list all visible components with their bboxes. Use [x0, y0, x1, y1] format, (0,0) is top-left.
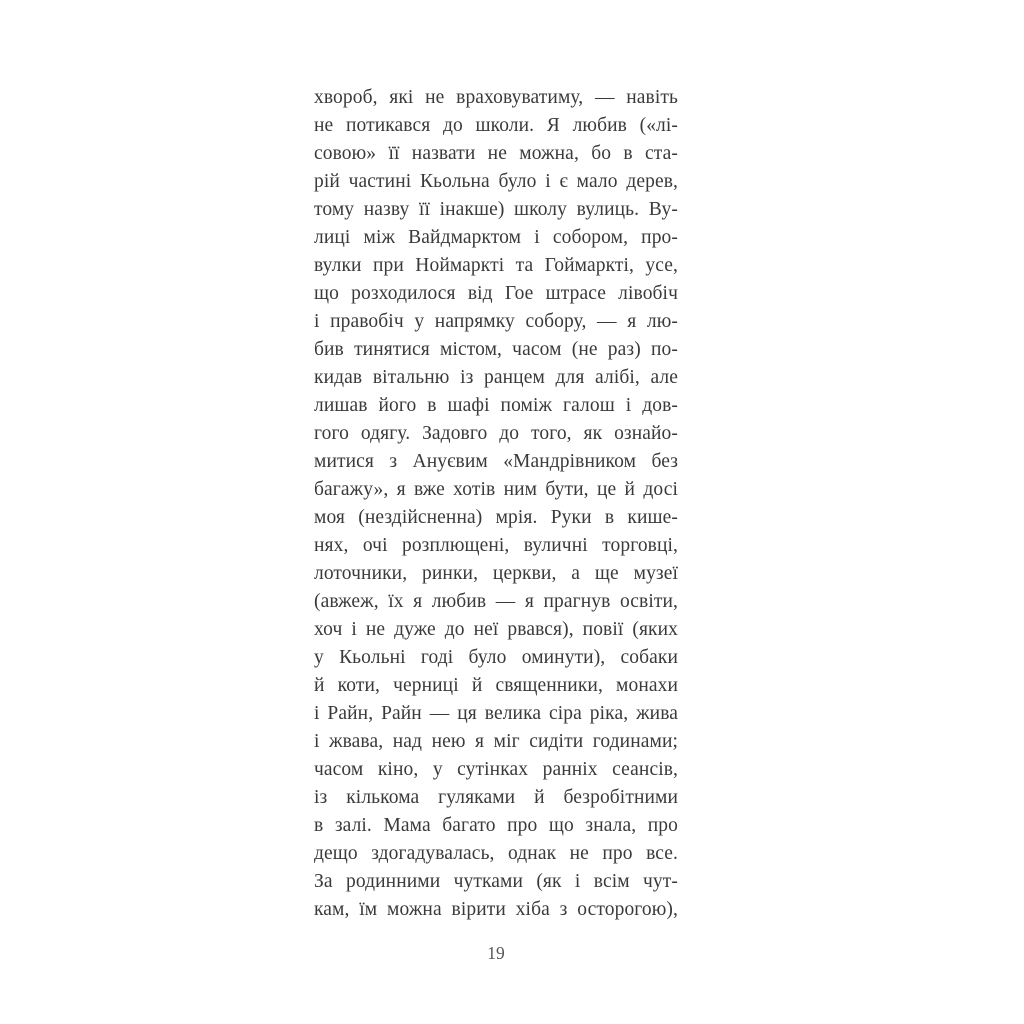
text-line: вулки при Ноймаркті та Гоймаркті, усе,	[314, 255, 678, 276]
text-line: часом кіно, у сутінках ранніх сеансів,	[314, 759, 678, 780]
text-line: (авжеж, їх я любив — я прагнув освіти,	[314, 591, 678, 612]
text-line: кам, їм можна вірити хіба з осторогою),	[314, 899, 678, 920]
text-line: лоточники, ринки, церкви, а ще музеї	[314, 563, 678, 584]
text-line: багажу», я вже хотів ним бути, це й досі	[314, 479, 678, 500]
text-line: рій частині Кьольна було і є мало дерев,	[314, 171, 678, 192]
text-line: й коти, черниці й священники, монахи	[314, 675, 678, 696]
text-line: митися з Ануєвим «Мандрівником без	[314, 451, 678, 472]
text-line: хоч і не дуже до неї рвався), повії (яких	[314, 619, 678, 640]
text-line: кидав вітальню із ранцем для алібі, але	[314, 367, 678, 388]
text-line: тому назву її інакше) школу вулиць. Ву-	[314, 199, 678, 220]
text-line: бив тинятися містом, часом (не раз) по-	[314, 339, 678, 360]
text-line: дещо здогадувалась, однак не про все.	[314, 843, 678, 864]
text-line: лиці між Вайдмарктом і собором, про-	[314, 227, 678, 248]
text-line: в залі. Мама багато про що знала, про	[314, 815, 678, 836]
text-line: що розходилося від Гое штрасе лівобіч	[314, 283, 678, 304]
text-line: хвороб, які не враховуватиму, — навіть	[314, 87, 678, 108]
text-line: лишав його в шафі поміж галош і дов-	[314, 395, 678, 416]
text-line: нях, очі розплющені, вуличні торговці,	[314, 535, 678, 556]
text-line: і правобіч у напрямку собору, — я лю-	[314, 311, 678, 332]
text-line: совою» її назвати не можна, бо в ста-	[314, 143, 678, 164]
body-text-column	[314, 84, 678, 924]
text-line: За родинними чутками (як і всім чут-	[314, 871, 678, 892]
text-line: у Кьольні годі було оминути), собаки	[314, 647, 678, 668]
page-number: 19	[487, 943, 505, 963]
text-line: із кількома гуляками й безробітними	[314, 787, 678, 808]
text-line: гого одягу. Задовго до того, як ознайо-	[314, 423, 678, 444]
text-line: і Райн, Райн — ця велика сіра ріка, жива	[314, 703, 678, 724]
text-line: моя (нездійсненна) мрія. Руки в кише-	[314, 507, 678, 528]
text-line: не потикався до школи. Я любив («лі-	[314, 115, 678, 136]
text-line: і жвава, над нею я міг сидіти годинами;	[314, 731, 678, 752]
